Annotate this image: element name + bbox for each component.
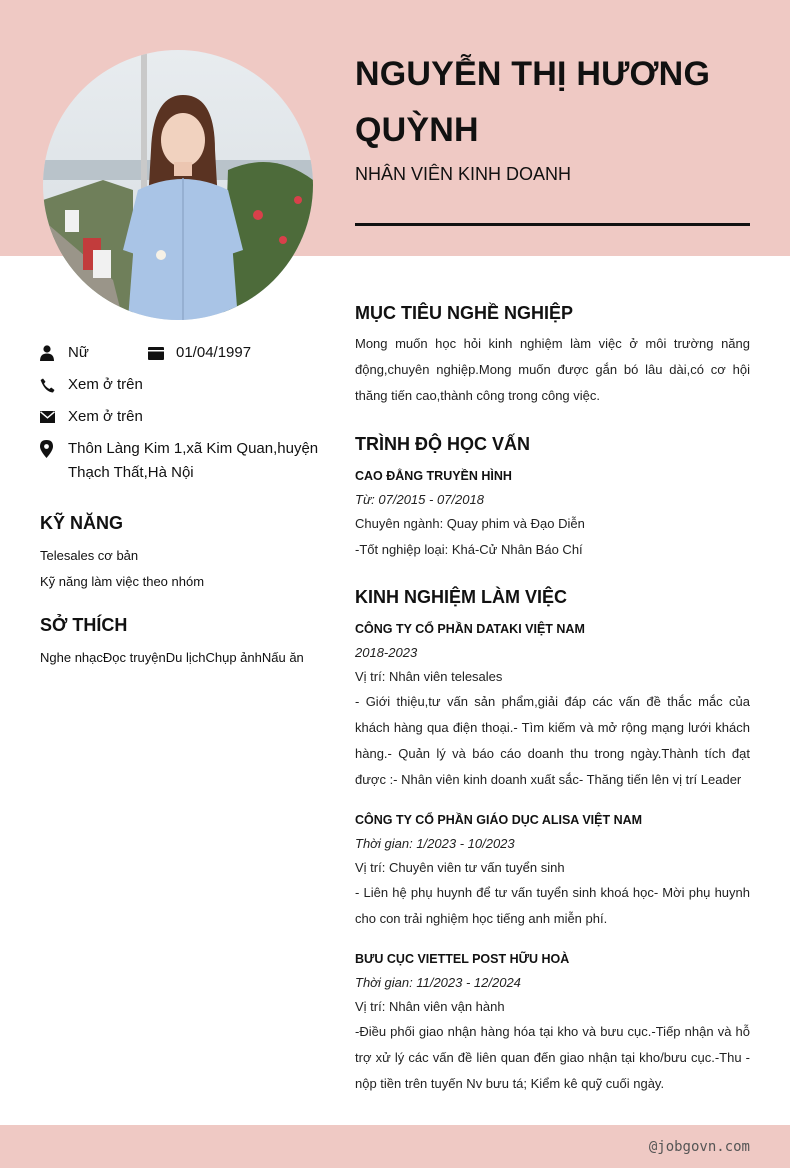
title-divider [355, 223, 750, 226]
skill-item: Kỹ năng làm việc theo nhóm [40, 574, 205, 589]
hobbies-heading: SỞ THÍCH [40, 615, 128, 635]
calendar-icon [148, 341, 176, 365]
portrait-photo-icon [43, 50, 313, 320]
school-name: CAO ĐẲNG TRUYỀN HÌNH [355, 469, 512, 483]
mail-icon [40, 405, 68, 429]
job-position: Vị trí: Nhân viên telesales [355, 669, 503, 684]
job-period: 2018-2023 [355, 645, 418, 660]
footer-watermark: @jobgovn.com [648, 1139, 750, 1155]
education-period: Từ: 07/2015 - 07/2018 [355, 492, 484, 507]
address-row [40, 437, 330, 485]
skills-heading: KỸ NĂNG [40, 513, 124, 533]
company-name: CÔNG TY CỔ PHẦN DATAKI VIỆT NAM [355, 622, 585, 636]
job-description: - Liên hệ phụ huynh để tư vấn tuyển sinh khoá học- Mời phụ huynh cho con trải nghiệm học tiếng anh miễn phí. [355, 885, 750, 926]
skill-item: Telesales cơ bản [40, 548, 139, 563]
job-description: -Điều phối giao nhận hàng hóa tại kho và bưu cục.-Tiếp nhận và hỗ trợ xử lý các vấn đề liên quan đến giao nhận tại kho/bưu cục.-Thu - nộp tiền trên tuyến Nv bưu tá; Kiểm kê quỹ cuối ngày. [355, 1024, 750, 1091]
job-position: Vị trí: Nhân viên vận hành [355, 999, 505, 1014]
location-pin-icon [40, 437, 68, 461]
hobbies-text: Nghe nhạcĐọc truyệnDu lịchChụp ảnhNấu ăn [40, 650, 304, 665]
address-value: Thôn Làng Kim 1,xã Kim Quan,huyện Thạch Thất,Hà Nội [68, 440, 319, 481]
birthdate-value: 01/04/1997 [176, 344, 252, 361]
experience-heading: KINH NGHIỆM LÀM VIỆC [355, 587, 568, 607]
education-major: Chuyên ngành: Quay phim và Đạo Diễn [355, 516, 585, 531]
job-period: Thời gian: 1/2023 - 10/2023 [355, 836, 515, 851]
phone-row [40, 373, 143, 397]
avatar [43, 50, 313, 320]
company-name: BƯU CỤC VIETTEL POST HỮU HOÀ [355, 952, 570, 966]
email-row [40, 405, 143, 429]
birthdate-row [148, 341, 251, 365]
job-description: - Giới thiệu,tư vấn sản phẩm,giải đáp các vấn đề thắc mắc của khách hàng qua điện thoại.- Tìm kiếm và mở rộng mạng lưới khách hàng.- Quản lý và báo cáo doanh thu trong ngày.Thành tích đạt được :- Nhân viên kinh doanh xuất sắc- Thăng tiến lên vị trí Leader [355, 694, 750, 787]
objective-heading: MỤC TIÊU NGHỀ NGHIỆP [355, 303, 574, 323]
person-icon [40, 341, 68, 365]
company-name: CÔNG TY CỔ PHẦN GIÁO DỤC ALISA VIỆT NAM [355, 813, 643, 827]
job-position: Vị trí: Chuyên viên tư vấn tuyển sinh [355, 860, 565, 875]
education-grade: -Tốt nghiệp loại: Khá-Cử Nhân Báo Chí [355, 542, 583, 557]
job-title: NHÂN VIÊN KINH DOANH [355, 164, 572, 184]
phone-icon [40, 373, 68, 397]
education-heading: TRÌNH ĐỘ HỌC VẤN [355, 434, 530, 454]
email-value: Xem ở trên [68, 408, 143, 425]
phone-value: Xem ở trên [68, 376, 143, 393]
job-period: Thời gian: 11/2023 - 12/2024 [355, 975, 521, 990]
gender-value: Nữ [68, 344, 89, 361]
gender-row [40, 341, 89, 365]
candidate-name: NGUYỄN THỊ HƯƠNG QUỲNH [355, 55, 711, 149]
objective-text: Mong muốn học hỏi kinh nghiệm làm việc ở môi trường năng động,chuyên nghiệp.Mong muốn được gắn bó lâu dài,có cơ hội thăng tiến cao,thành công trong công việc. [355, 336, 750, 403]
